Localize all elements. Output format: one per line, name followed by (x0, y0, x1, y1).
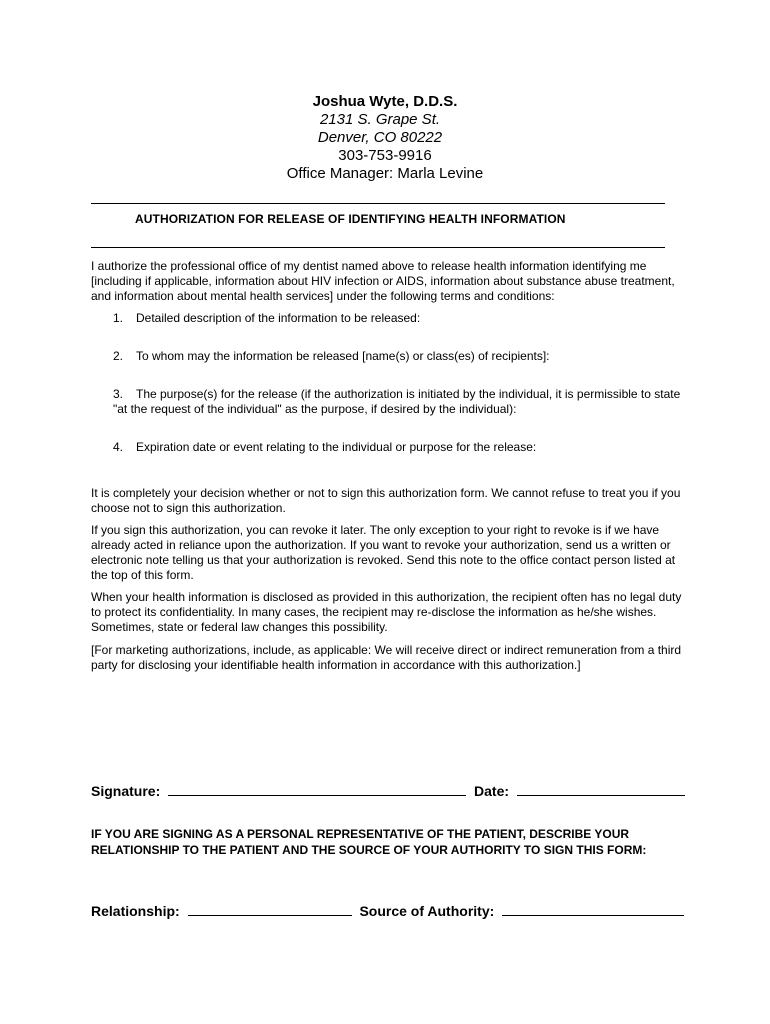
intro-paragraph: I authorize the professional office of my dentist named above to release health information identifying me [including if applicable, information about HIV infection or AIDS, information about substance abuse treatment, and information about mental health services] under the following terms and conditions: (91, 259, 675, 303)
list-item-text: Expiration date or event relating to the individual or purpose for the release: (136, 440, 537, 454)
signature-field[interactable] (168, 781, 466, 796)
consent-paragraph: It is completely your decision whether or not to sign this authorization form. We cannot refuse to treat you if you choose not to sign this authorization. (91, 486, 681, 515)
relationship-field[interactable] (188, 901, 352, 916)
list-item-number: 1. (113, 311, 124, 325)
list-item-number: 4. (113, 440, 124, 454)
date-field[interactable] (517, 781, 685, 796)
marketing-paragraph: [For marketing authorizations, include, as applicable: We will receive direct or indirect remuneration from a third party for disclosing your identifiable health information in accordance with this authorization.] (91, 643, 682, 672)
office-manager: Office Manager: Marla Levine (286, 165, 484, 182)
signature-row (91, 781, 689, 799)
list-item-3 (113, 387, 685, 417)
address-line-1: 2131 S. Grape St. (319, 111, 441, 128)
divider-top (91, 203, 665, 204)
list-item-number: 2. (113, 349, 124, 363)
list-item-text: The purpose(s) for the release (if the authorization is initiated by the individual, it is permissible to state "at the request of the individual" as the purpose, if desired by the individual): (113, 387, 681, 416)
source-of-authority-field[interactable] (502, 901, 684, 916)
list-item-4 (113, 440, 683, 455)
source-of-authority-label: Source of Authority: (359, 903, 495, 919)
disclosure-paragraph: When your health information is disclosed as provided in this authorization, the recipient often has no legal duty to protect its confidentiality. In many cases, the recipient may re-disclose the information as he/she wishes. Sometimes, state or federal law changes this possibility. (91, 590, 682, 634)
revocation-paragraph: If you sign this authorization, you can revoke it later. The only exception to your right to revoke is if we have already acted in reliance upon the authorization. If you want to revoke your authorization, send us a written or electronic note telling us that your authorization is revoked. Send this note to the office contact person listed at the top of this form. (91, 523, 676, 582)
divider-bottom (91, 247, 665, 248)
phone-number: 303-753-9916 (338, 147, 432, 164)
list-item-2 (113, 349, 683, 364)
list-item-number: 3. (113, 387, 124, 401)
list-item-text: Detailed description of the information to be released: (136, 311, 421, 325)
list-item-text: To whom may the information be released [name(s) or class(es) of recipients]: (136, 349, 550, 363)
form-title: AUTHORIZATION FOR RELEASE OF IDENTIFYING HEALTH INFORMATION (135, 212, 566, 226)
signature-label: Signature: (91, 783, 161, 799)
representative-note: IF YOU ARE SIGNING AS A PERSONAL REPRESENTATIVE OF THE PATIENT, DESCRIBE YOUR RELATIONSHIP TO THE PATIENT AND THE SOURCE OF YOUR AUTHORITY TO SIGN THIS FORM: (91, 827, 647, 857)
relationship-label: Relationship: (91, 903, 180, 919)
relationship-row (91, 901, 688, 919)
address-line-2: Denver, CO 80222 (317, 129, 443, 146)
dentist-name: Joshua Wyte, D.D.S. (312, 93, 458, 110)
date-label: Date: (474, 783, 510, 799)
list-item-1 (113, 311, 683, 326)
